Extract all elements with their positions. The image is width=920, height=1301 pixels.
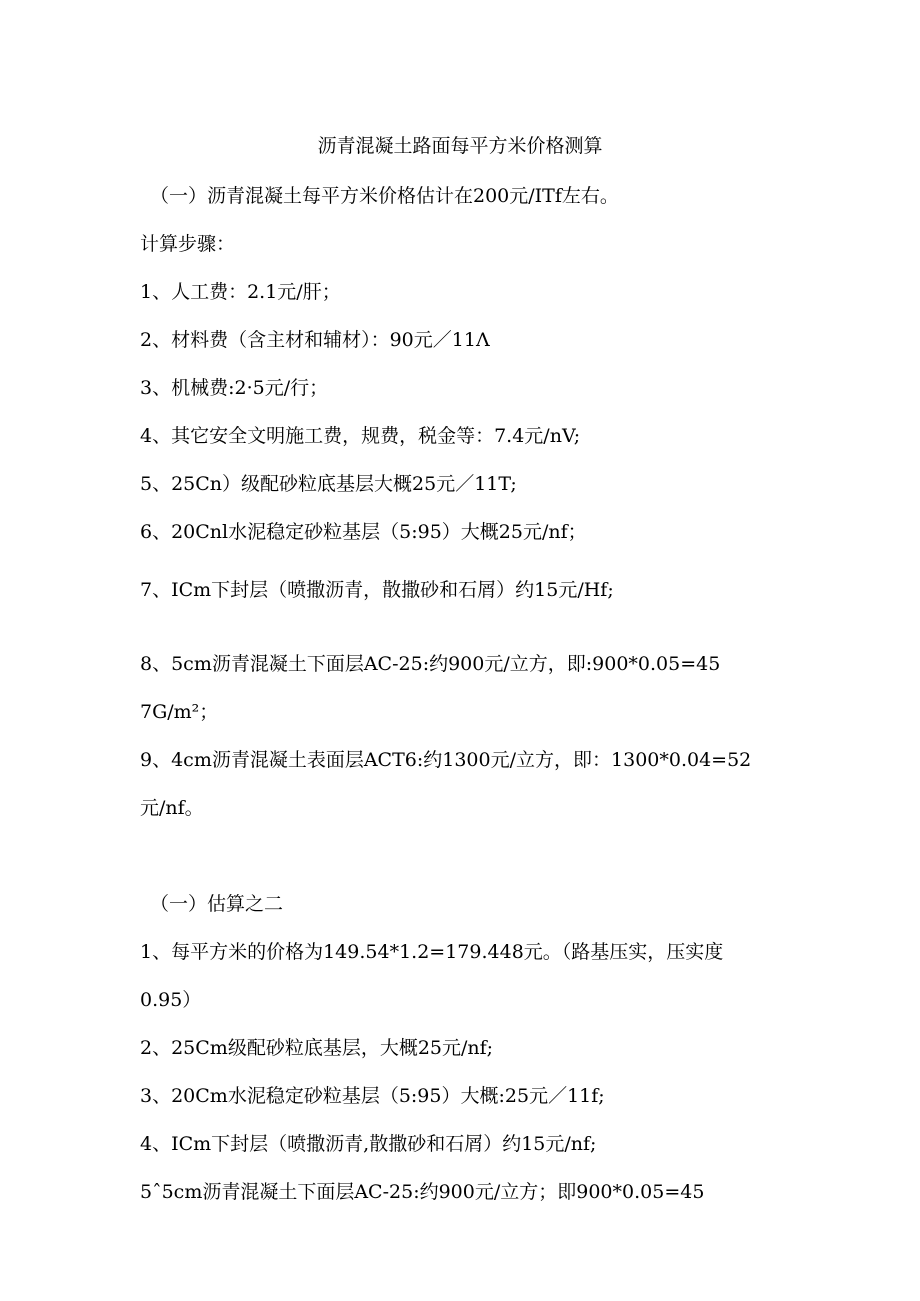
estimate-two-item-1-continued: 0.95） bbox=[140, 989, 202, 1011]
step-1: 1、人工费：2.1元/肝； bbox=[140, 281, 341, 303]
step-4: 4、其它安全文明施工费，规费，税金等：7.4元/nV; bbox=[140, 425, 581, 447]
step-9: 9、4cm沥青混凝土表面层ACT6:约1300元/立方，即：1300*0.04=52 bbox=[140, 749, 752, 771]
steps-label: 计算步骤： bbox=[140, 233, 236, 255]
step-8: 8、5cm沥青混凝土下面层AC-25:约900元/立方，即:900*0.05=45 bbox=[140, 653, 721, 675]
estimate-two-item-5: 5ˆ5cm沥青混凝土下面层AC-25:约900元/立方；即900*0.05=45 bbox=[140, 1181, 705, 1203]
estimate-two-item-4: 4、ICm下封层（喷撒沥青,散撒砂和石屑）约15元/nf; bbox=[140, 1133, 597, 1155]
step-8-continued: 7G/m²； bbox=[140, 701, 219, 723]
estimate-two-heading: （一）估算之二 bbox=[150, 893, 284, 915]
step-9-continued: 元/nf。 bbox=[140, 797, 204, 819]
step-6: 6、20Cnl水泥稳定砂粒基层（5:95）大概25元/nf； bbox=[140, 521, 587, 543]
estimate-two-item-2: 2、25Cm级配砂粒底基层，大概25元/nf; bbox=[140, 1037, 494, 1059]
estimate-two-item-3: 3、20Cm水泥稳定砂粒基层（5:95）大概:25元／11f; bbox=[140, 1085, 605, 1107]
step-7: 7、ICm下封层（喷撒沥青，散撒砂和石屑）约15元/Hf; bbox=[140, 579, 614, 601]
estimate-one-heading: （一）沥青混凝土每平方米价格估计在200元/ITf左右。 bbox=[150, 185, 619, 207]
step-2: 2、材料费（含主材和辅材）：90元／11Λ bbox=[140, 329, 490, 351]
step-5: 5、25Cn）级配砂粒底基层大概25元／11T; bbox=[140, 473, 517, 495]
estimate-two-item-1: 1、每平方米的价格为149.54*1.2=179.448元。（路基压实，压实度 bbox=[140, 941, 724, 963]
document-title: 沥青混凝土路面每平方米价格测算 bbox=[317, 135, 603, 157]
step-3: 3、机械费:2·5元/行； bbox=[140, 377, 329, 399]
